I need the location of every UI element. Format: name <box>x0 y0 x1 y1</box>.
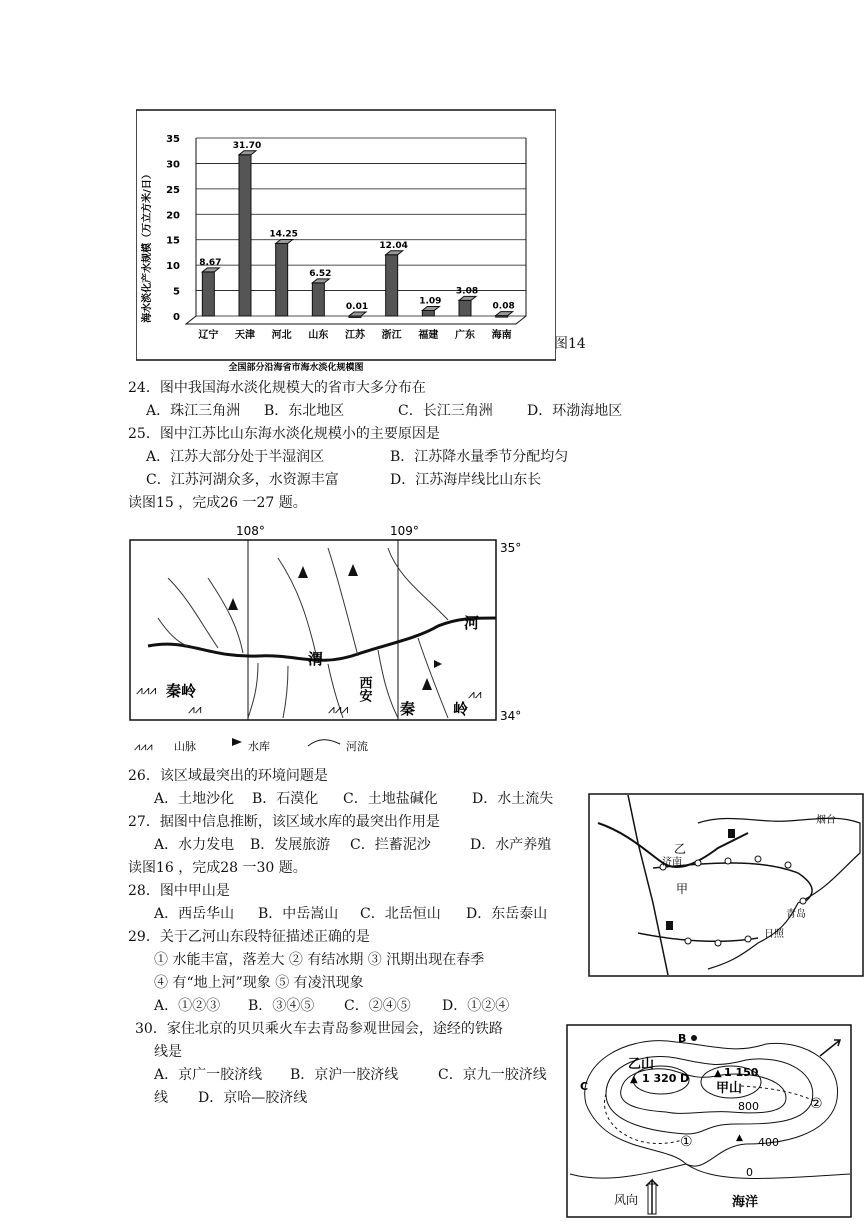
q26-option-b: B．石漠化 <box>252 791 319 807</box>
mountain-marker <box>728 829 735 838</box>
label-ling: 岭 <box>453 700 469 718</box>
q24-option-b: B．东北地区 <box>264 403 345 419</box>
label-b: B <box>678 1032 687 1045</box>
legend-river: 河流 <box>346 740 368 753</box>
reservoir-icon <box>348 564 358 576</box>
coastline <box>698 818 860 969</box>
label-jia: 甲 <box>676 882 689 896</box>
mountain-icon: ⩘⩘⩘ <box>328 702 349 716</box>
label-yi: 乙 <box>674 842 687 856</box>
bar-top <box>239 151 256 155</box>
label-yishan-height: 1 320 <box>642 1072 677 1085</box>
q25-option-d: D．江苏海岸线比山东长 <box>390 472 542 488</box>
bar-top <box>496 312 513 316</box>
label-c: C <box>580 1080 589 1093</box>
bar <box>312 283 324 316</box>
data-label: 8.67 <box>199 257 222 268</box>
bar <box>239 155 251 316</box>
bar-top <box>422 306 439 310</box>
lon-108: 108° <box>236 524 265 538</box>
label-jiashan-height: 1 150 <box>724 1066 759 1079</box>
north-arrow-icon <box>820 1040 840 1056</box>
mountain-icon: ⩘⩘ <box>188 702 202 716</box>
read-figure-16: 读图16 ，完成28 一30 题。 <box>128 860 307 876</box>
bar <box>386 255 398 316</box>
bar <box>276 244 288 316</box>
bar-chart <box>136 108 556 376</box>
legend-mountain: 山脉 <box>174 740 196 753</box>
mountain-marker <box>666 921 673 930</box>
label-qingdao: 青岛 <box>786 909 806 920</box>
peak-icon: ▲ <box>736 1133 743 1143</box>
bar-top <box>349 312 366 316</box>
label-point-1: ① <box>680 1134 693 1150</box>
q30-stem: 30．家住北京的贝贝乘火车去青岛参观世园会，途经的铁路 <box>135 1021 503 1037</box>
q29-stem: 29．关于乙河山东段特征描述正确的是 <box>128 929 370 945</box>
legend-mountain-icon: ⩘⩘⩘ <box>134 740 153 753</box>
reservoir-icon <box>228 598 238 610</box>
contour-0 <box>570 1164 850 1178</box>
contour-400 <box>585 1041 838 1166</box>
yishan-peak-icon: ▲ <box>630 1074 638 1085</box>
q28-option-c: C．北岳恒山 <box>360 906 441 922</box>
q27-stem: 27．据图中信息推断，该区域水库的最突出作用是 <box>128 814 440 830</box>
q27-option-c: C．拦蓄泥沙 <box>350 837 431 853</box>
y-tick-label: 0 <box>173 312 180 323</box>
y-tick-label: 30 <box>166 159 180 171</box>
data-label: 12.04 <box>379 240 408 251</box>
q30-option-c: C．京九一胶济线 <box>438 1067 547 1083</box>
y-tick-label: 10 <box>166 261 180 273</box>
label-jinan: 济南 <box>662 857 682 868</box>
reservoir-icon <box>434 660 442 668</box>
q28-stem: 28．图中甲山是 <box>128 883 230 899</box>
y-tick-label: 20 <box>166 210 180 222</box>
label-yantai: 烟台 <box>816 815 836 826</box>
x-tick-label: 福建 <box>418 330 439 341</box>
x-tick-label: 河北 <box>271 330 292 341</box>
read-figure-15: 读图15 ，完成26 一27 题。 <box>128 495 307 511</box>
q30-wrap: 线 <box>154 1090 168 1106</box>
data-label: 14.25 <box>269 229 298 240</box>
data-label: 31.70 <box>232 140 262 151</box>
q27-option-d: D．水产养殖 <box>470 837 552 853</box>
data-label: 3.08 <box>455 286 479 297</box>
bar-top <box>276 240 293 244</box>
contour-map <box>566 1024 854 1220</box>
x-tick-label: 江苏 <box>345 330 365 341</box>
label-qin: 秦 <box>400 700 416 718</box>
q26-option-a: A．土地沙化 <box>154 791 235 807</box>
label-qinling: 秦岭 <box>166 682 197 700</box>
label-he: 河 <box>464 614 480 632</box>
q27-option-a: A．水力发电 <box>154 837 235 853</box>
q24-stem: 24．图中我国海水淡化规模大的省市大多分布在 <box>128 380 426 396</box>
x-tick-label: 浙江 <box>381 330 402 341</box>
point-b-marker <box>691 1035 697 1041</box>
jiashan-peak-icon: ▲ <box>714 1068 722 1079</box>
chart-title: 全国部分沿海省市海水淡化规模图 <box>228 363 364 373</box>
q25-option-a: A．江苏大部分处于半湿润区 <box>146 449 325 465</box>
label-wind: 风向 <box>614 1193 639 1207</box>
data-label: 1.09 <box>419 296 442 307</box>
bar <box>459 300 471 316</box>
data-label: 6.52 <box>309 268 332 279</box>
lon-109: 109° <box>390 524 419 538</box>
y-tick-label: 5 <box>173 286 180 298</box>
x-tick-label: 山东 <box>308 330 329 341</box>
label-yishan: 乙山 <box>628 1057 655 1072</box>
q28-option-b: B．中岳嵩山 <box>258 906 339 922</box>
figure-label-14: 图14 <box>554 336 586 352</box>
q26-option-d: D．水土流失 <box>472 791 554 807</box>
x-tick-label: 海南 <box>491 330 512 341</box>
q24-option-c: C．长江三角洲 <box>398 403 493 419</box>
data-label: 0.01 <box>345 301 369 312</box>
q28-option-d: D．东岳泰山 <box>466 906 548 922</box>
q25-option-b: B．江苏降水量季节分配均匀 <box>390 449 569 465</box>
q25-option-c: C．江苏河湖众多，水资源丰富 <box>146 472 339 488</box>
bar-top <box>312 279 329 283</box>
label-xian: 西安 <box>356 676 372 702</box>
legend-reservoir: 水库 <box>248 740 270 753</box>
label-point-2: ② <box>810 1096 823 1112</box>
label-jiashan: 甲山 <box>716 1081 743 1096</box>
map-figure-16 <box>588 793 864 977</box>
q30-option-d: D．京哈—胶济线 <box>198 1090 308 1106</box>
q29-option-b: B．③④⑤ <box>248 998 315 1014</box>
q29-option-d: D．①②④ <box>442 998 510 1014</box>
chart-ylabel: 海水淡化产水规模（万立方米/日） <box>142 169 153 323</box>
x-tick-label: 辽宁 <box>198 330 219 341</box>
lat-35: 35° <box>500 541 522 555</box>
bar-top <box>459 296 476 300</box>
q25-stem: 25．图中江苏比山东海水淡化规模小的主要原因是 <box>128 426 440 442</box>
label-0: 0 <box>746 1166 753 1179</box>
q28-option-a: A．西岳华山 <box>154 906 235 922</box>
data-label: 0.08 <box>492 301 515 312</box>
q29-line3: ④ 有“地上河”现象 ⑤ 有凌汛现象 <box>154 975 364 991</box>
y-tick-label: 35 <box>166 134 180 145</box>
bar <box>202 272 214 316</box>
x-tick-label: 天津 <box>235 330 255 341</box>
q24-option-a: A．珠江三角洲 <box>146 403 241 419</box>
railway <box>628 795 812 975</box>
label-wei: 渭 <box>308 650 324 668</box>
reservoir-icon <box>298 566 308 578</box>
label-sea: 海洋 <box>732 1195 759 1210</box>
label-400: 400 <box>758 1136 779 1149</box>
label-800: 800 <box>738 1100 759 1113</box>
lat-34: 34° <box>500 709 522 723</box>
reservoir-icon <box>422 678 432 690</box>
q27-option-b: B．发展旅游 <box>250 837 331 853</box>
q29-line2: ① 水能丰富，落差大 ② 有结冰期 ③ 汛期出现在春季 <box>154 952 485 968</box>
q30-option-a: A．京广一胶济线 <box>154 1067 263 1083</box>
q30-option-b: B．京沪一胶济线 <box>290 1067 399 1083</box>
map-figure-15 <box>128 518 528 758</box>
bar-top <box>386 251 403 255</box>
legend-river-icon <box>308 740 340 746</box>
y-tick-label: 15 <box>166 235 180 247</box>
q29-option-c: C．②④⑤ <box>344 998 411 1014</box>
label-rizhao: 日照 <box>764 929 784 940</box>
mountain-icon: ⩘⩘⩘ <box>136 683 157 697</box>
legend-reservoir-icon <box>232 738 242 746</box>
q29-option-a: A．①②③ <box>154 998 221 1014</box>
x-tick-label: 广东 <box>455 330 475 341</box>
q30-stem-2: 线是 <box>154 1044 182 1060</box>
mountain-icon: ⩘⩘ <box>468 687 482 701</box>
y-tick-label: 25 <box>166 184 180 196</box>
q26-stem: 26．该区域最突出的环境问题是 <box>128 768 328 784</box>
bar <box>422 310 434 316</box>
q26-option-c: C．土地盐碱化 <box>343 791 438 807</box>
label-d: D <box>680 1072 690 1085</box>
q24-option-d: D．环渤海地区 <box>527 403 623 419</box>
bar-top <box>202 268 219 272</box>
